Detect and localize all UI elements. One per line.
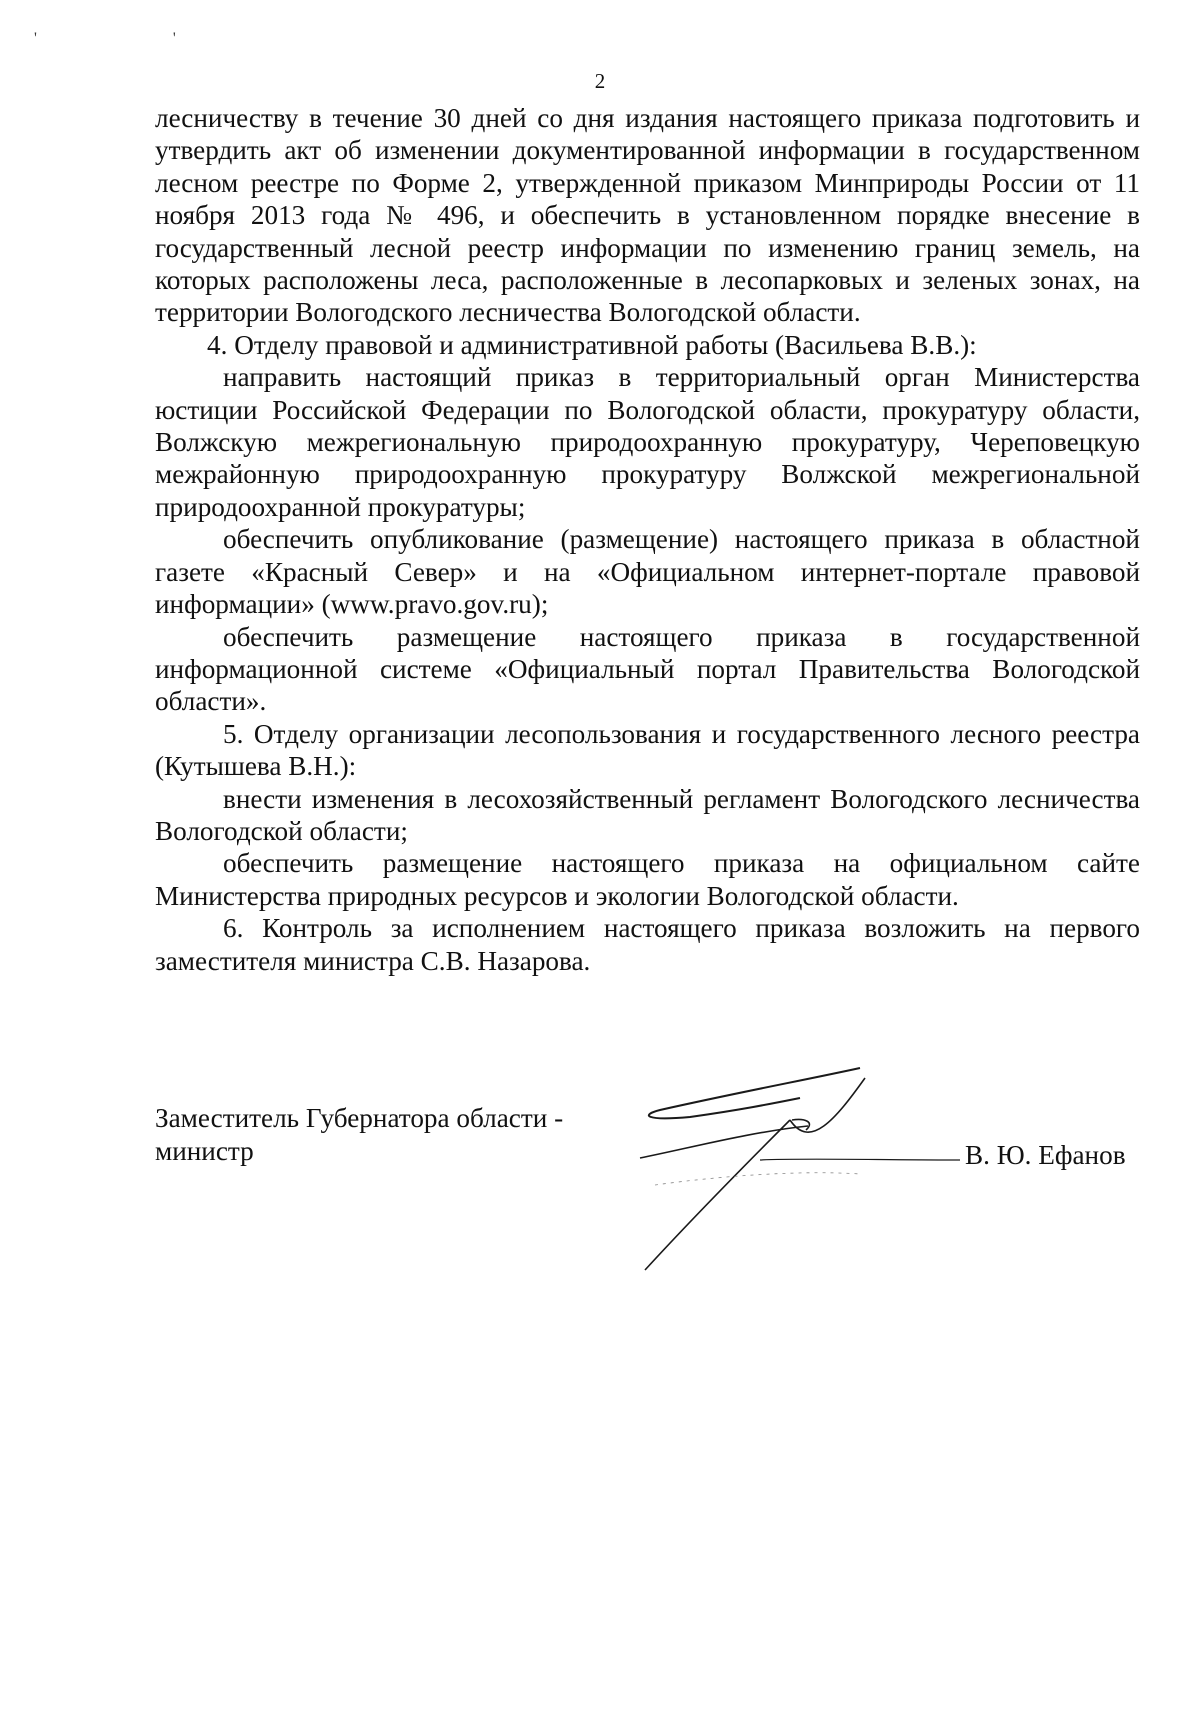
- paragraph-item-4-sub-3: обеспечить размещение настоящего приказа в государственной информационной системе «Официальный портал Правительства Вологодской области».: [155, 621, 1140, 717]
- document-body: [155, 102, 1140, 977]
- paragraph-item-5: 5. Отделу организации лесопользования и государственного лесного реестра (Кутышева В.Н.):: [155, 718, 1140, 782]
- signatory-position-line1: Заместитель Губернатора области -: [155, 1103, 564, 1133]
- paragraph-item-4-sub-2: обеспечить опубликование (размещение) настоящего приказа в областной газете «Красный Север» и на «Официальном интернет-портале правовой информации» (www.pravo.gov.ru);: [155, 524, 1140, 620]
- scan-artifact-marks: ' ': [34, 30, 242, 47]
- paragraph-item-6: 6. Контроль за исполнением настоящего приказа возложить на первого заместителя министра С.В. Назарова.: [155, 913, 1140, 976]
- page-number: 2: [594, 69, 606, 93]
- paragraph-continuation: лесничеству в течение 30 дней со дня издания настоящего приказа подготовить и утвердить акт об изменении документированной информации в государственном лесном реестре по Форме 2, утвержденной приказом Минприроды России от 11 ноября 2013 года № 496, и обеспечить в установленном порядке внесение в государственный лесной реестр информации по изменению границ земель, на которых расположены леса, расположенные в лесопарковых и зеленых зонах, на территории Вологодского лесничества Вологодской области.: [155, 103, 1140, 328]
- signatory-name: В. Ю. Ефанов: [965, 1140, 1126, 1170]
- paragraph-item-5-sub-2: обеспечить размещение настоящего приказа на официальном сайте Министерства природных ресурсов и экологии Вологодской области.: [155, 848, 1140, 911]
- paragraph-item-4: 4. Отделу правовой и административной работы (Васильева В.В.):: [207, 329, 977, 360]
- paragraph-item-4-sub-1: направить настоящий приказ в территориальный орган Министерства юстиции Российской Федерации по Вологодской области, прокуратуру области, Волжскую межрегиональную природоохранную прокуратуру, Череповецкую межрайонную природоохранную прокуратуру Волжской межрегиональной природоохранной прокуратуры;: [155, 362, 1140, 522]
- paragraph-item-5-sub-1: внести изменения в лесохозяйственный регламент Вологодского лесничества Вологодской области;: [155, 783, 1140, 846]
- signatory-position-line2: министр: [155, 1136, 254, 1166]
- signatory-position: [155, 1102, 563, 1168]
